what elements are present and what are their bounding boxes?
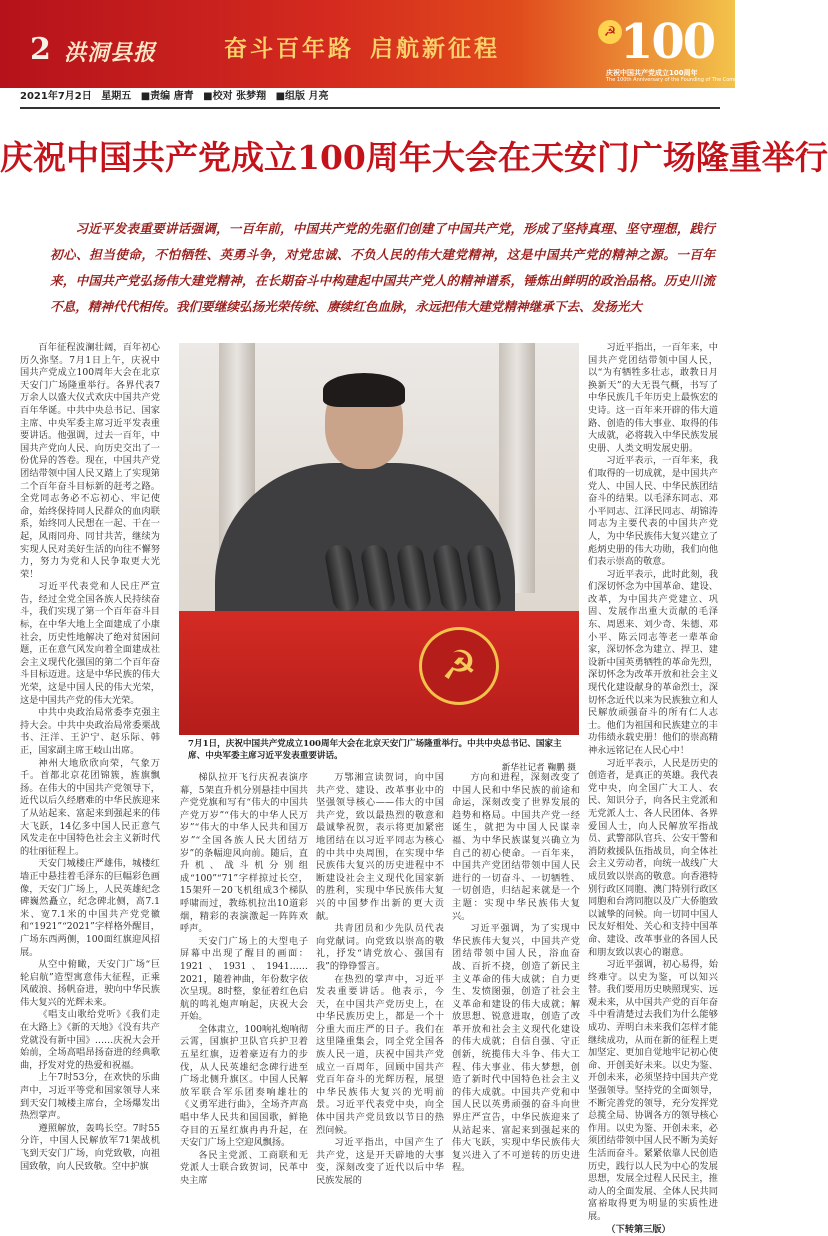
lectern — [179, 611, 579, 735]
issue-date: 2021年7月2日 — [20, 91, 92, 102]
page-number: 2 — [30, 32, 51, 67]
dateline — [20, 88, 720, 106]
anniversary-logo — [598, 14, 789, 84]
slogan-part-2: 启航新征程 — [370, 36, 500, 62]
paragraph: 百年征程波澜壮阔，百年初心历久弥坚。7月1日上午，庆祝中国共产党成立100周年大会在北京天安门广场隆重举行。各界代表7万余人以盛大仪式欢庆中国共产党百年华诞。中共中央总书记、国家主席、中央军委主席习近平发表重要讲话。他强调，过去一百年，中国共产党向人民、向历史交出了一份优异的答卷。现在，中国共产党团结带领中国人民又踏上了实现第二个百年奋斗目标新的赶考之路。全党同志务必不忘初心、牢记使命，始终保持同人民群众的血肉联系，始终同人民想在一起、干在一起，风雨同舟、同甘共苦，继续为实现人民对美好生活的向往不懈努力，努力为党和人民争取更大光荣！ — [20, 342, 160, 580]
paragraph: 遵照解放，轰鸣长空。7时55分许，中国人民解放军71架战机飞到天安门广场，向党致敬，向祖国致敬，向人民致敬。空中护旗 — [20, 1122, 160, 1172]
banner-slogan — [224, 30, 500, 63]
paragraph: 神州大地欣欣向荣，气象万千。首都北京花团锦簇，旌旗飘扬。在伟大的中国共产党领导下，近代以后久经磨难的中华民族迎来了从站起来、富起来到强起来的伟大飞跃，14亿多中国人民正意气风发走在中国特色社会主义新时代的壮丽征程上。 — [20, 757, 160, 857]
photo-caption — [188, 738, 576, 774]
slogan-part-1: 奋斗百年路 — [224, 36, 354, 62]
article-column-4 — [452, 772, 580, 1174]
speaker-hair — [323, 373, 405, 407]
anniversary-caption: 庆祝中国共产党成立100周年 — [606, 69, 698, 77]
paragraph: 《唱支山歌给党听》《我们走在大路上》《新的天地》《没有共产党就没有新中国》……庆祝大会开始前，全场高唱昂扬奋进的经典歌曲，抒发对党的热爱和祝福。 — [20, 1009, 160, 1071]
header-divider — [20, 107, 720, 109]
editor-credit: ■责编 唐青 — [140, 91, 194, 102]
paragraph: 习近平强调，初心易得，始终难守。以史为鉴，可以知兴替。我们要用历史映照现实、远观未来，从中国共产党的百年奋斗中看清楚过去我们为什么能够成功、弄明白未来我们怎样才能继续成功，从而在新的征程上更加坚定、更加自觉地牢记初心使命、开创美好未来。以史为鉴、开创未来，必须坚持中国共产党坚强领导。坚持党的全面领导，不断完善党的领导，充分发挥党总揽全局、协调各方的领导核心作用。以史为鉴、开创未来，必须团结带领中国人民不断为美好生活而奋斗。紧紧依靠人民创造历史，践行以人民为中心的发展思想，发展全过程人民民主，推动人的全面发展、全体人民共同富裕取得更为明显的实质性进展。 — [588, 959, 718, 1222]
masthead-banner — [0, 0, 789, 88]
article-column-2 — [180, 772, 308, 1186]
paragraph: 在热烈的掌声中，习近平发表重要讲话。他表示，今天，在中国共产党历史上，在中华民族历史上，都是一个十分重大而庄严的日子。我们在这里隆重集会，同全党全国各族人民一道，庆祝中国共产党成立一百周年，回顾中国共产党百年奋斗的光辉历程，展望中华民族伟大复兴的光明前景。习近平代表党中央，向全体中国共产党员致以节日的热烈问候。 — [316, 973, 444, 1136]
anniversary-number: 100 — [620, 14, 715, 70]
paragraph: 共青团员和少先队员代表向党献词。向党致以崇高的敬礼，抒发“请党放心、强国有我”的铮铮誓言。 — [316, 923, 444, 972]
paragraph: 梯队拉开飞行庆祝表演序幕，5架直升机分别悬挂中国共产党党旗和写有“伟大的中国共产党万岁”“伟大的中华人民万岁”“伟大的中华人民共和国万岁”“全国各族人民大团结万岁”的条幅迎风向前。随后，直升机、战斗机分别组成“100”“71”字样掠过长空，15架歼－20飞机组成3个梯队呼啸而过，教练机拉出10道彩烟，精彩的表演激起一阵阵欢呼声。 — [180, 772, 308, 935]
paragraph: 习近平表示，一百年来，我们取得的一切成就，是中国共产党人、中国人民、中华民族团结奋斗的结果。以毛泽东同志、邓小平同志、江泽民同志、胡锦涛同志为主要代表的中国共产党人，为中华民族伟大复兴建立了彪炳史册的伟大功勋，我们向他们表示崇高的敬意。 — [588, 455, 718, 568]
anniversary-caption-en: The 100th Anniversary of the Founding of The Communist Party of China — [606, 77, 789, 83]
paragraph: 习近平表示，人民是历史的创造者，是真正的英雄。我代表党中央，向全国广大工人、农民、知识分子，向各民主党派和无党派人士、各人民团体、各界爱国人士，向人民解放军指战员、武警部队官兵、公安干警和消防救援队伍指战员，向全体社会主义劳动者，向统一战线广大成员致以崇高的敬意。向香港特别行政区同胞、澳门特别行政区同胞和台湾同胞以及广大侨胞致以诚挚的问候。向一切同中国人民友好相处、关心和支持中国革命、建设、改革事业的各国人民和朋友致以衷心的谢意。 — [588, 757, 718, 958]
paragraph: 从空中俯瞰，天安门广场“巨轮启航”造型寓意伟大征程，正乘风破浪、扬帆奋进，驶向中华民族伟大复兴的光辉未来。 — [20, 959, 160, 1008]
paragraph: 天安门广场上的大型电子屏幕中出现了醒目的画面：1921、1931、1941……2021，随着神曲，年份数字依次呈现。8时整，象征着红色启航的鸣礼炮声响起，庆祝大会开始。 — [180, 935, 308, 1023]
newspaper-name: 洪洞县报 — [64, 40, 157, 66]
article-column-3 — [316, 772, 444, 1186]
paragraph: 天安门城楼庄严雄伟，城楼红墙正中悬挂着毛泽东的巨幅彩色画像，天安门广场上，人民英雄纪念碑巍然矗立，纪念碑北侧，高7.1米、宽7.1米的中国共产党党徽和“1921”“2021”字样格外醒目，广场东西两侧，100面红旗迎风招展。 — [20, 858, 160, 958]
article-column-5 — [588, 342, 718, 1235]
paragraph: 全体肃立，100响礼炮响彻云霄，国旗护卫队官兵护卫着五星红旗，迈着豪迈有力的步伐，从人民英雄纪念碑行进至广场北侧升旗区。中国人民解放军联合军乐团奏响雄壮的《义勇军进行曲》，全场齐声高唱中华人民共和国国歌，鲜艳夺目的五星红旗冉冉升起，在天安门广场上空迎风飘扬。 — [180, 1023, 308, 1149]
paragraph: 中共中央政治局常委李克强主持大会。中共中央政治局常委栗战书、汪洋、王沪宁、赵乐际、韩正，国家副主席王岐山出席。 — [20, 707, 160, 756]
party-emblem-icon: ☭ — [598, 20, 622, 44]
proofreader-credit: ■校对 张梦翔 — [203, 91, 267, 102]
article-column-1 — [20, 342, 160, 1172]
paragraph: 上午7时53分，在欢快的乐曲声中，习近平等党和国家领导人来到天安门城楼主席台，全场爆发出热烈掌声。 — [20, 1072, 160, 1122]
paragraph: 习近平指出，中国产生了共产党，这是开天辟地的大事变，深刻改变了近代以后中华民族发展的 — [316, 1137, 444, 1186]
caption-text: 7月1日，庆祝中国共产党成立100周年大会在北京天安门广场隆重举行。中共中央总书记、国家主席、中央军委主席习近平发表重要讲话。 — [188, 739, 562, 761]
paragraph: 习近平强调，为了实现中华民族伟大复兴，中国共产党团结带领中国人民，浴血奋战、百折不挠，创造了新民主主义革命的伟大成就；自力更生、发愤图强，创造了社会主义革命和建设的伟大成就；解放思想、锐意进取，创造了改革开放和社会主义现代化建设的伟大成就；自信自强、守正创新，统揽伟大斗争、伟大工程、伟大事业、伟大梦想，创造了新时代中国特色社会主义的伟大成就。中国共产党和中国人民以英勇顽强的奋斗向世界庄严宣告，中华民族迎来了从站起来、富起来到强起来的伟大飞跃，实现中华民族伟大复兴进入了不可逆转的历史进程。 — [452, 923, 580, 1174]
paragraph: 习近平表示，此时此刻，我们深切怀念为中国革命、建设、改革，为中国共产党建立、巩固、发展作出重大贡献的毛泽东、周恩来、刘少奇、朱德、邓小平、陈云同志等老一辈革命家，深切怀念为建立、捍卫、建设新中国英勇牺牲的革命先烈，深切怀念为改革开放和社会主义现代化建设献身的革命烈士，深切怀念近代以来为民族独立和人民解放顽强奋斗的所有仁人志士。他们为祖国和民族建立的丰功伟绩永载史册！他们的崇高精神永远铭记在人民心中！ — [588, 568, 718, 756]
paragraph: 万鄂湘宣读贺词，向中国共产党、建设、改革事业中的坚强领导核心——伟大的中国共产党，致以最热烈的敬意和最诚挚祝贺，表示将更加紧密地团结在以习近平同志为核心的中共中央周围，在实现中华民族伟大复兴的历史进程中不断建设社会主义现代化国家新的胜利，实现中华民族伟大复兴的中国梦作出新的更大贡献。 — [316, 772, 444, 922]
paragraph: 各民主党派、工商联和无党派人士联合致贺词，民革中央主席 — [180, 1149, 308, 1186]
continued-on-page-note: （下转第三版） — [606, 1223, 671, 1235]
paragraph: 方向和进程，深刻改变了中国人民和中华民族的前途和命运，深刻改变了世界发展的趋势和格局。中国共产党一经诞生，就把为中国人民谋幸福、为中华民族谋复兴确立为自己的初心使命。一百年来，中国共产党团结带领中国人民进行的一切奋斗、一切牺牲、一切创造，归结起来就是一个主题：实现中华民族伟大复兴。 — [452, 772, 580, 922]
page-headline: 庆祝中国共产党成立100周年大会在天安门广场隆重举行 — [0, 138, 828, 177]
issue-weekday: 星期五 — [101, 91, 132, 102]
news-photo — [179, 343, 579, 735]
lead-paragraph: 习近平发表重要讲话强调，一百年前，中国共产党的先驱们创建了中国共产党，形成了坚持真理、坚守理想，践行初心、担当使命，不怕牺牲、英勇斗争，对党忠诚、不负人民的伟大建党精神，这是中国共产党的精神之源。一百年来，中国共产党弘扬伟大建党精神，在长期奋斗中构建起中国共产党人的精神谱系，锤炼出鲜明的政治品格。历史川流不息，精神代代相传。我们要继续弘扬光荣传统、赓续红色血脉，永远把伟大建党精神继承下去、发扬光大 — [50, 221, 715, 314]
party-emblem-icon: ☭ — [419, 627, 499, 705]
layout-credit: ■组版 月亮 — [275, 91, 329, 102]
photo-credit: 新华社记者 鞠鹏 摄 — [501, 763, 576, 773]
paragraph: 习近平代表党和人民庄严宣告，经过全党全国各族人民持续奋斗，我们实现了第一个百年奋斗目标，在中华大地上全面建成了小康社会，历史性地解决了绝对贫困问题，正在意气风发向着全面建成社会主义现代化强国的第二个百年奋斗目标迈进。这是中华民族的伟大光荣，这是中国人民的伟大光荣，这是中国共产党的伟大光荣。 — [20, 581, 160, 706]
paragraph: 习近平指出，一百年来，中国共产党团结带领中国人民，以“为有牺牲多壮志，敢教日月换新天”的大无畏气概，书写了中华民族几千年历史上最恢宏的史诗。这一百年来开辟的伟大道路、创造的伟大事业、取得的伟大成就，必将载入中华民族发展史册、人类文明发展史册。 — [588, 342, 718, 454]
